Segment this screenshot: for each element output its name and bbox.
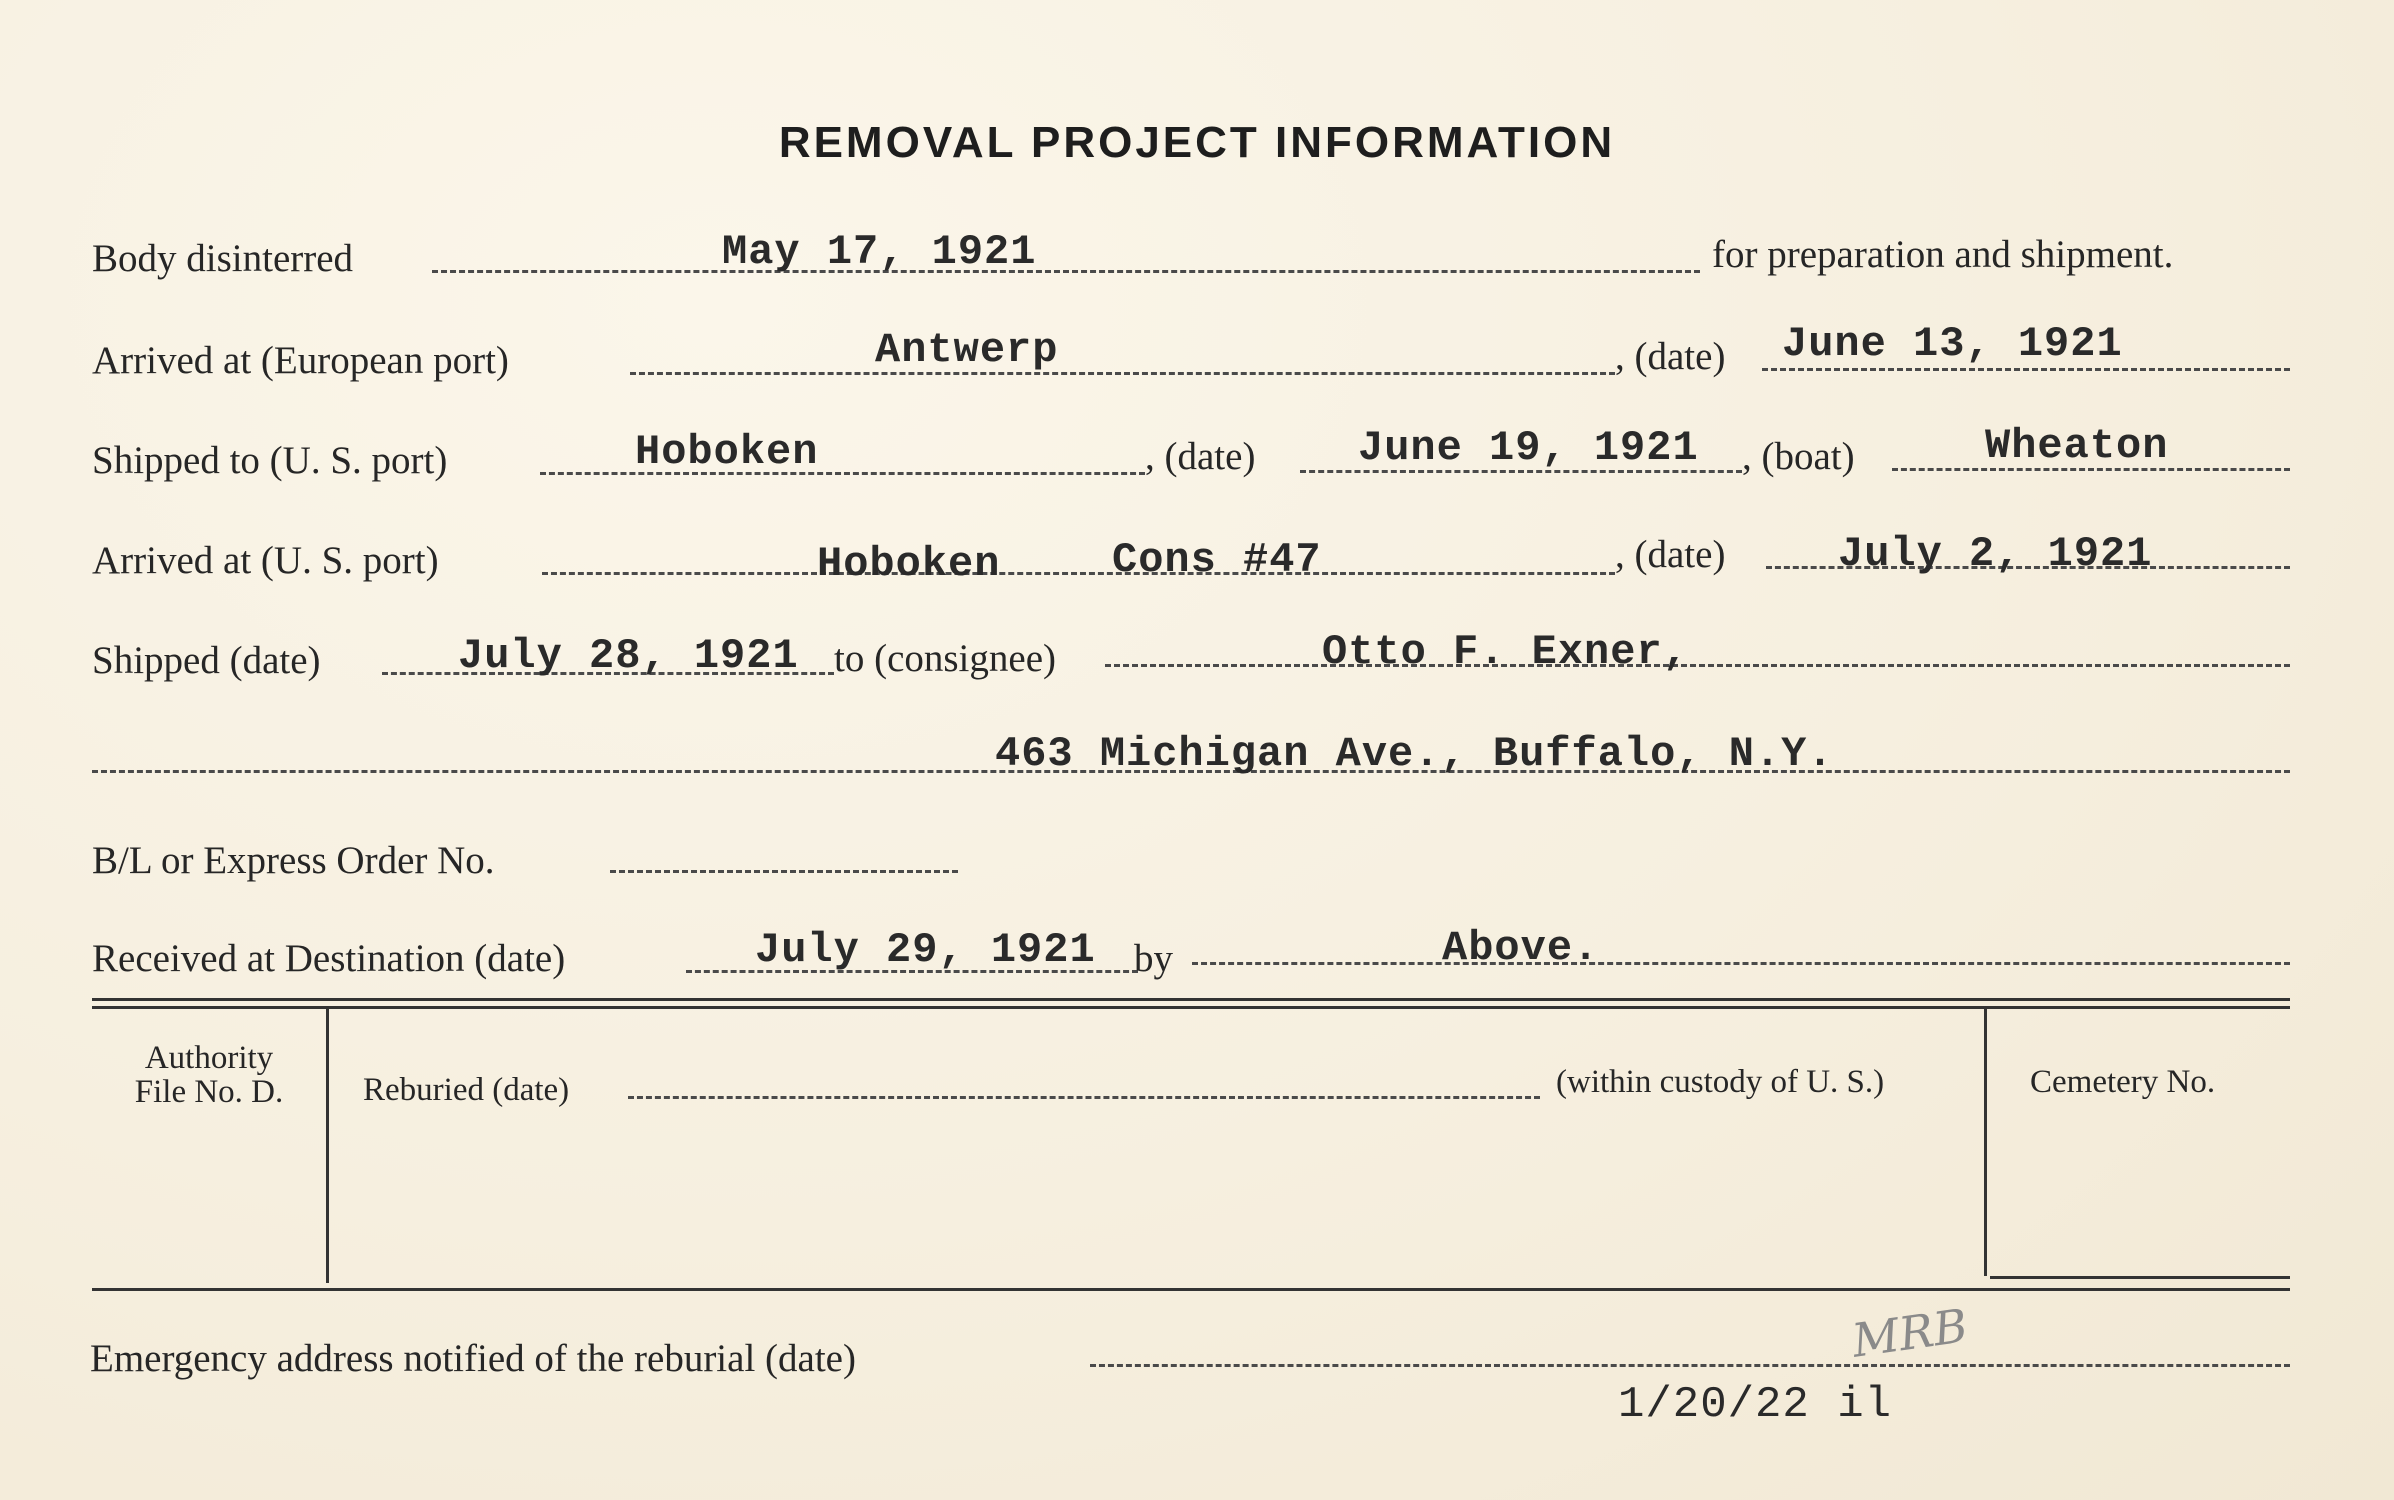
arrived-us-date-label: , (date) — [1615, 533, 1726, 576]
shipped-us-label: Shipped to (U. S. port) — [92, 439, 448, 482]
body-disinterred-value: May 17, 1921 — [722, 228, 1037, 276]
received-by-label: by — [1134, 937, 1173, 980]
arrived-us-value: Hoboken — [817, 540, 1001, 588]
box-divider-left — [326, 1008, 329, 1283]
consignee-value: Otto F. Exner, — [1322, 628, 1689, 676]
arrived-european-date-line — [1762, 368, 2290, 371]
arrived-european-line — [630, 372, 1615, 375]
shipped-us-line — [540, 472, 1145, 475]
consignee-line — [1105, 664, 2290, 667]
handwritten-initials: MRB — [1848, 1298, 1971, 1368]
bl-order-line — [610, 870, 958, 873]
received-date-value: July 29, 1921 — [755, 926, 1096, 974]
authority-label-1: Authority — [144, 1040, 274, 1076]
authority-label-2: File No. D. — [134, 1074, 284, 1110]
shipped-us-date-label: , (date) — [1145, 435, 1256, 478]
arrived-european-label: Arrived at (European port) — [92, 339, 509, 382]
arrived-european-value: Antwerp — [875, 326, 1059, 374]
emergency-line — [1090, 1364, 2290, 1367]
received-by-value: Above. — [1442, 924, 1600, 972]
box-bottom-right-rule — [1990, 1276, 2290, 1279]
body-disinterred-line — [432, 270, 1700, 273]
shipped-us-boat: Wheaton — [1985, 422, 2169, 470]
box-bottom-rule — [92, 1288, 2290, 1291]
emergency-stamp: 1/20/22 il — [1618, 1380, 1893, 1430]
arrived-european-date: June 13, 1921 — [1782, 320, 2123, 368]
custody-label: (within custody of U. S.) — [1556, 1064, 1885, 1100]
body-disinterred-label: Body disinterred — [92, 237, 354, 280]
card-title: REMOVAL PROJECT INFORMATION — [778, 118, 1616, 167]
shipped-us-date: June 19, 1921 — [1358, 424, 1699, 472]
emergency-label: Emergency address notified of the reburial (date) — [90, 1337, 856, 1380]
received-label: Received at Destination (date) — [92, 937, 566, 980]
shipped-us-boat-label: , (boat) — [1742, 435, 1855, 478]
shipped-us-value: Hoboken — [635, 428, 819, 476]
arrived-us-date: July 2, 1921 — [1838, 530, 2153, 578]
received-by-line — [1192, 962, 2290, 965]
shipped-date-value: July 28, 1921 — [458, 632, 799, 680]
address-value: 463 Michigan Ave., Buffalo, N.Y. — [995, 730, 1834, 778]
reburied-label: Reburied (date) — [363, 1072, 570, 1108]
bl-order-label: B/L or Express Order No. — [92, 839, 495, 882]
reburied-line — [628, 1096, 1540, 1099]
box-divider-right — [1984, 1008, 1987, 1276]
arrived-european-date-label: , (date) — [1615, 335, 1726, 378]
arrived-us-cons: Cons #47 — [1112, 536, 1322, 584]
arrived-us-label: Arrived at (U. S. port) — [92, 539, 439, 582]
shipped-date-label: Shipped (date) — [92, 639, 321, 682]
box-top-rule-2 — [92, 1006, 2290, 1009]
arrived-us-line — [542, 572, 1615, 575]
box-top-rule-1 — [92, 998, 2290, 1001]
body-disinterred-suffix: for preparation and shipment. — [1712, 233, 2174, 276]
cemetery-label: Cemetery No. — [2030, 1064, 2216, 1100]
consignee-label: to (consignee) — [834, 637, 1057, 680]
